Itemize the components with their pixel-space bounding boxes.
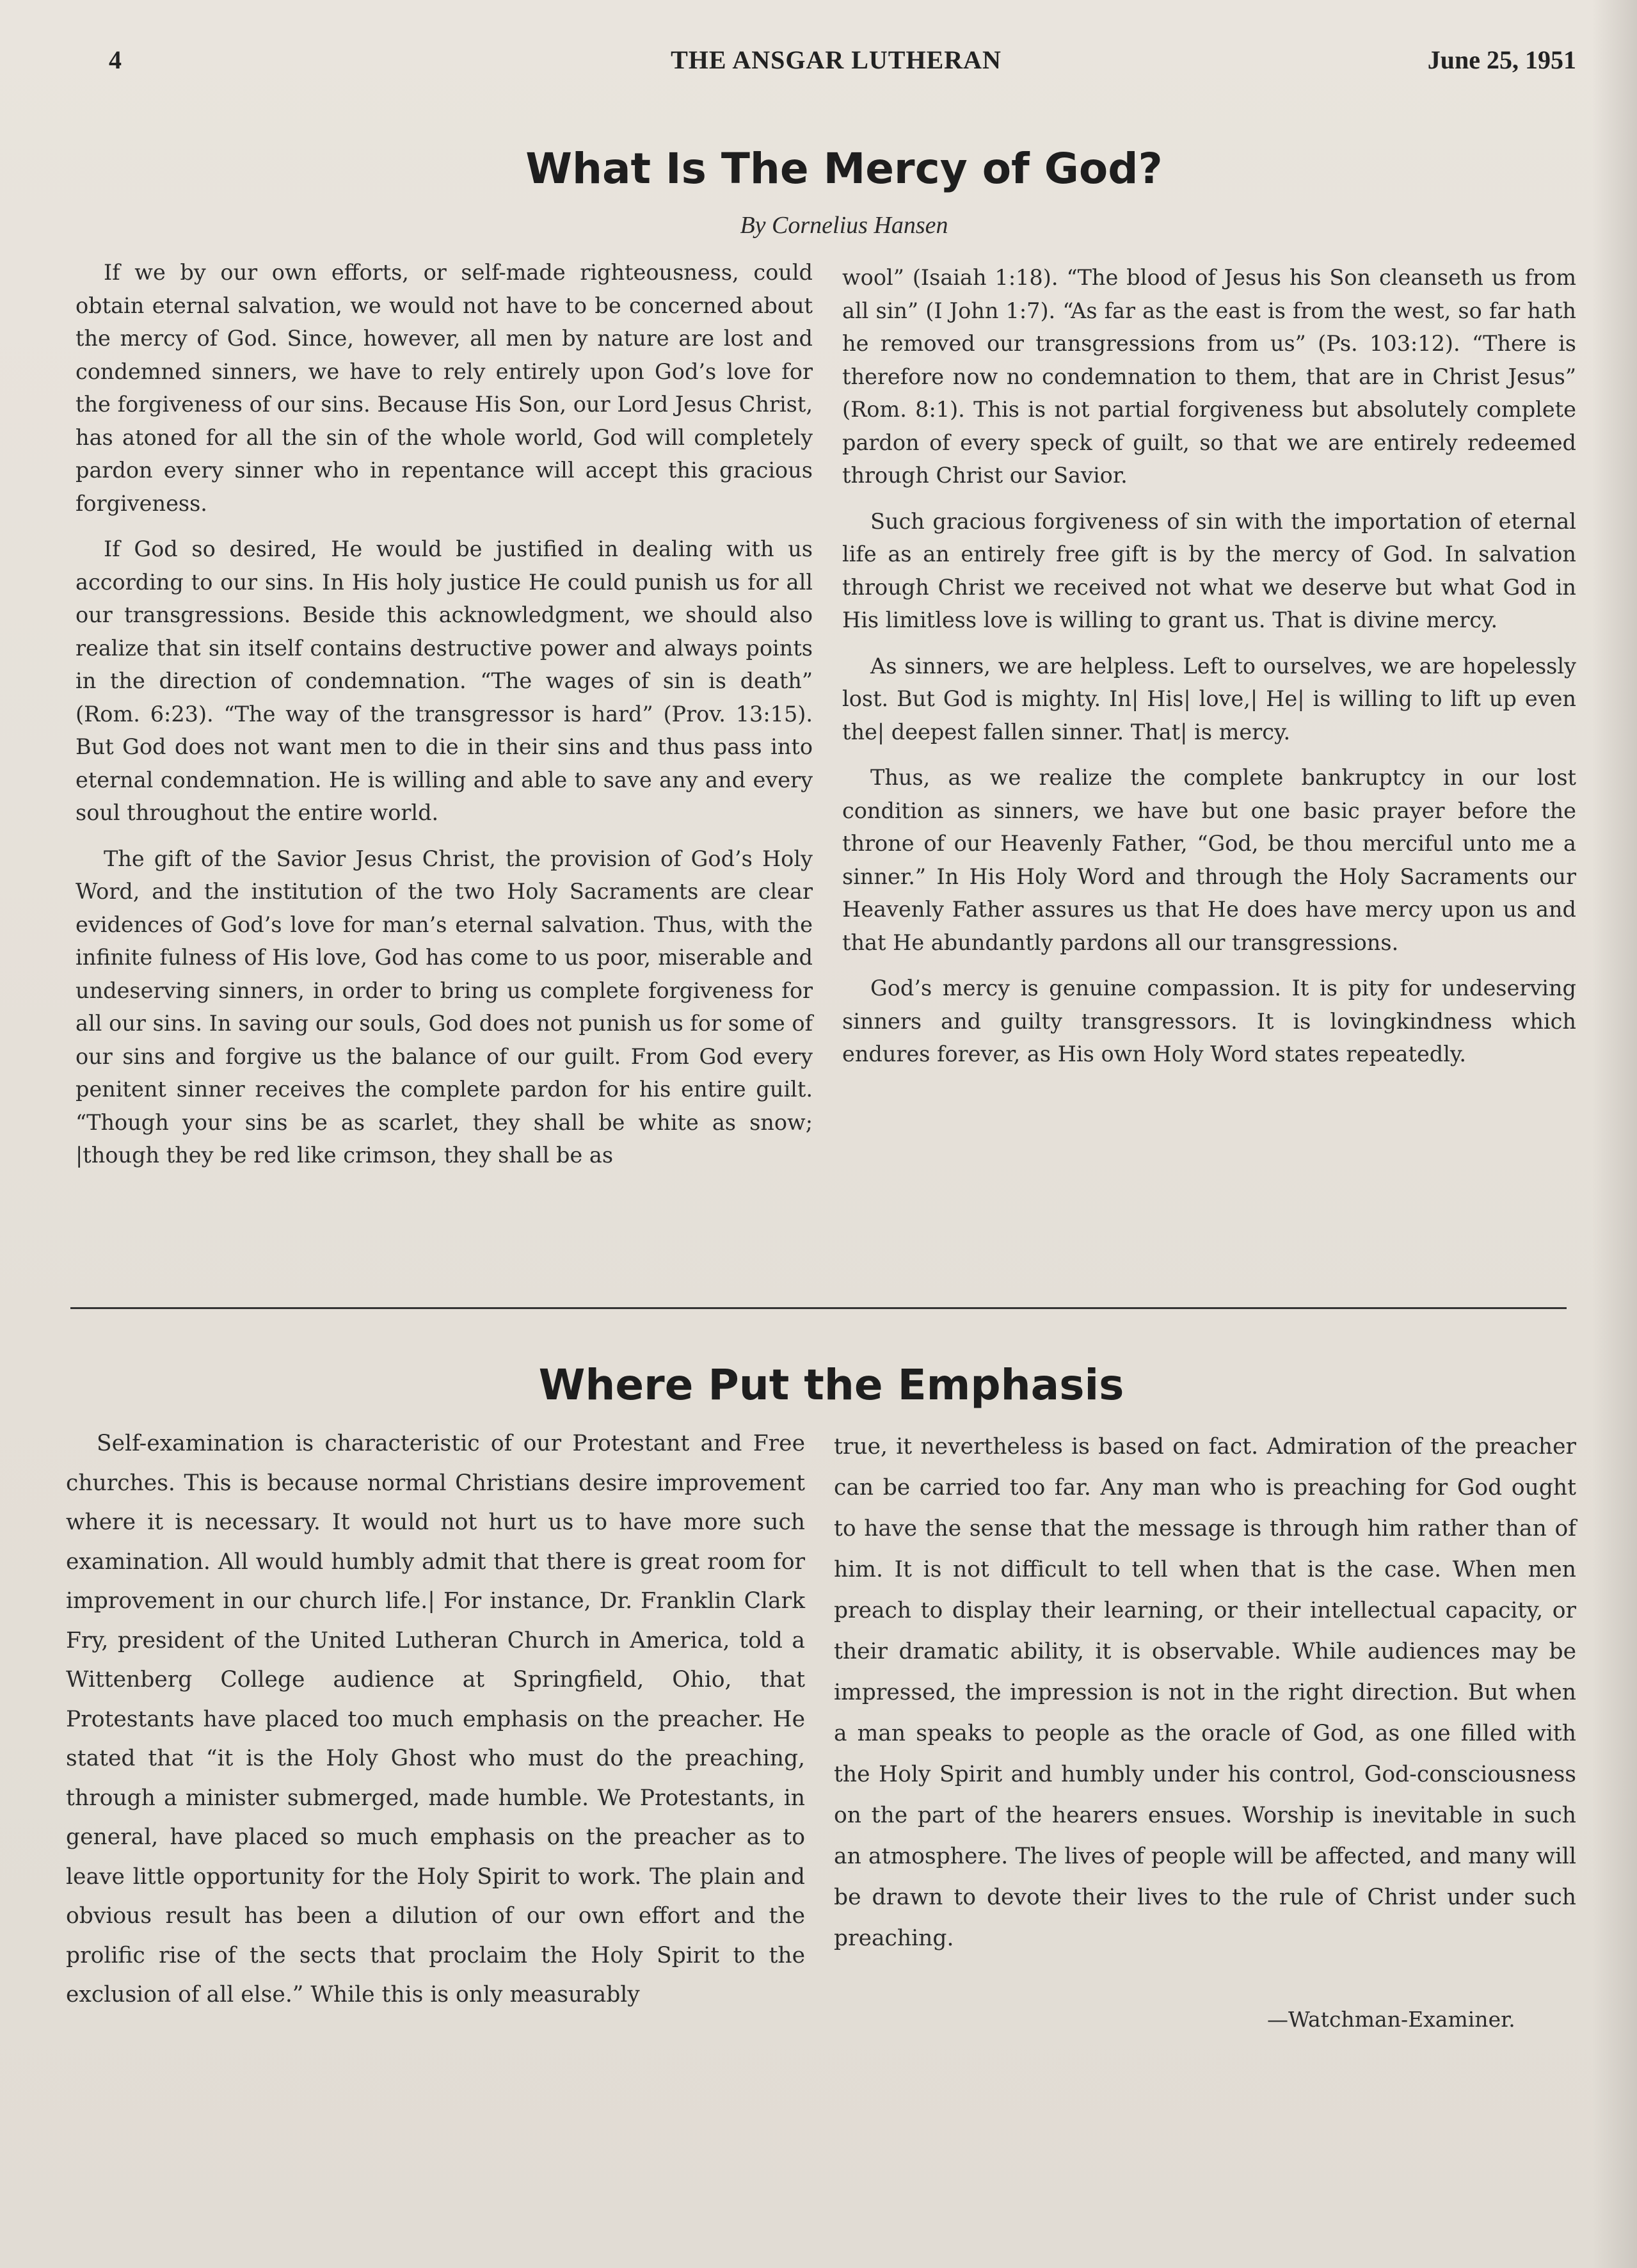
article2-right-column xyxy=(834,1426,1576,1972)
paragraph: Such gracious forgiveness of sin with the importation of eternal life as an entirely free gift is by the mercy of God. In salvation through Christ we received not what we deserve but what God in His limitless love is willing to grant us. That is divine mercy. xyxy=(842,508,1576,632)
paragraph: Self-examination is characteristic of our Protestant and Free churches. This is because normal Christians desire improvement where it is necessary. It would not hurt us to have more such examination. All would humbly admit that there is great room for improvement in our church life.| For instance, Dr. Franklin Clark Fry, president of the United Lutheran Church in America, told a Wittenberg College audience at Springfield, Ohio, that Protestants have placed too much emphasis on the preacher. He stated that “it is the Holy Ghost who must do the preaching, through a minister submerged, made humble. We Protestants, in general, have placed so much emphasis on the preacher as to leave little opportunity for the Holy Spirit to work. The plain and obvious result has been a dilution of our own effort and the prolific rise of the sects that proclaim the Holy Spirit to the exclusion of all else.” While this is only measurably xyxy=(66,1431,805,2007)
paragraph: The gift of the Savior Jesus Christ, the provision of God’s Holy Word, and the institution of the two Holy Sacraments are clear evidences of God’s love for man’s eternal salvation. Thus, with the infinite fulness of His love, God has come to us poor, miserable and undeserving sinners, in order to bring us complete forgiveness for all our sins. In saving our souls, God does not punish us for some of our sins and forgive us the balance of our guilt. From God every penitent sinner receives the complete pardon for his entire guilt. “Though your sins be as scarlet, they shall be white as snow; |though they be red like crimson, they shall be as xyxy=(76,846,813,1168)
article1-right-column xyxy=(842,261,1576,1084)
source-credit: —Watchman-Examiner. xyxy=(1267,2007,1515,2032)
paragraph: Thus, as we realize the complete bankruptcy in our lost condition as sinners, we have but one basic prayer before the throne of our Heavenly Father, “God, be thou merciful unto me a sinner.” In His Holy Word and through the Holy Sacraments our Heavenly Father assures us that He does have mercy upon us and that He abundantly pardons all our transgressions. xyxy=(842,765,1576,955)
article-byline: By Cornelius Hansen xyxy=(740,212,948,239)
paragraph: If we by our own efforts, or self-made righteousness, could obtain eternal salvation, we would not have to be concerned about the mercy of God. Since, however, all men by nature are lost and condemned sinners, we have to rely entirely upon God’s love for the forgiveness of our sins. Because His Son, our Lord Jesus Christ, has atoned for all the sin of the whole world, God will completely pardon every sinner who in repentance will accept this gracious forgiveness. xyxy=(76,260,813,516)
publication-name: THE ANSGAR LUTHERAN xyxy=(671,45,1002,74)
paragraph: God’s mercy is genuine compassion. It is pity for undeserving sinners and guilty transgressors. It is lovingkindness which endures forever, as His own Holy Word states repeatedly. xyxy=(842,976,1576,1066)
article-title-mercy: What Is The Mercy of God? xyxy=(525,144,1163,193)
issue-date: June 25, 1951 xyxy=(1427,45,1576,74)
article1-left-column xyxy=(76,256,813,1185)
article-title-emphasis: Where Put the Emphasis xyxy=(538,1360,1124,1410)
paragraph: If God so desired, He would be justified in dealing with us according to our sins. In His holy justice He could punish us for all our transgressions. Beside this acknowledgment, we should also realize that sin itself contains destructive power and always points in the direction of condemnation. “The wages of sin is death” (Rom. 6:23). “The way of the transgressor is hard” (Prov. 13:15). But God does not want men to die in their sins and thus pass into eternal condemnation. He is willing and able to save any and every soul throughout the entire world. xyxy=(76,536,813,825)
paragraph: As sinners, we are helpless. Left to ourselves, we are hopelessly lost. But God is mighty. In| His| love,| He| is willing to lift up even the| deepest fallen sinner. That| is mercy. xyxy=(842,653,1576,744)
page-edge-shadow xyxy=(1592,0,1637,2268)
paragraph: wool” (Isaiah 1:18). “The blood of Jesus his Son cleanseth us from all sin” (I John 1:7). “As far as the east is from the west, so far hath he removed our transgressions from us” (Ps. 103:12). “There is therefore now no condemnation to them, that are in Christ Jesus” (Rom. 8:1). This is not partial forgiveness but absolutely complete pardon of every speck of guilt, so that we are entirely redeemed through Christ our Savior. xyxy=(842,265,1576,488)
article2-left-column xyxy=(66,1424,805,2028)
paragraph: true, it nevertheless is based on fact. Admiration of the preacher can be carried too far. Any man who is preaching for God ought to have the sense that the message is through him rather than of him. It is not difficult to tell when that is the case. When men preach to display their learning, or their intellectual capacity, or their dramatic ability, it is observable. While audiences may be impressed, the impression is not in the right direction. But when a man speaks to people as the oracle of God, as one filled with the Holy Spirit and humbly under his control, God-consciousness on the part of the hearers ensues. Worship is inevitable in such an atmosphere. The lives of people will be affected, and many will be drawn to devote their lives to the rule of Christ under such preaching. xyxy=(834,1434,1576,1951)
page-header xyxy=(96,45,1576,83)
section-divider xyxy=(70,1307,1567,1309)
page-number: 4 xyxy=(109,45,122,74)
